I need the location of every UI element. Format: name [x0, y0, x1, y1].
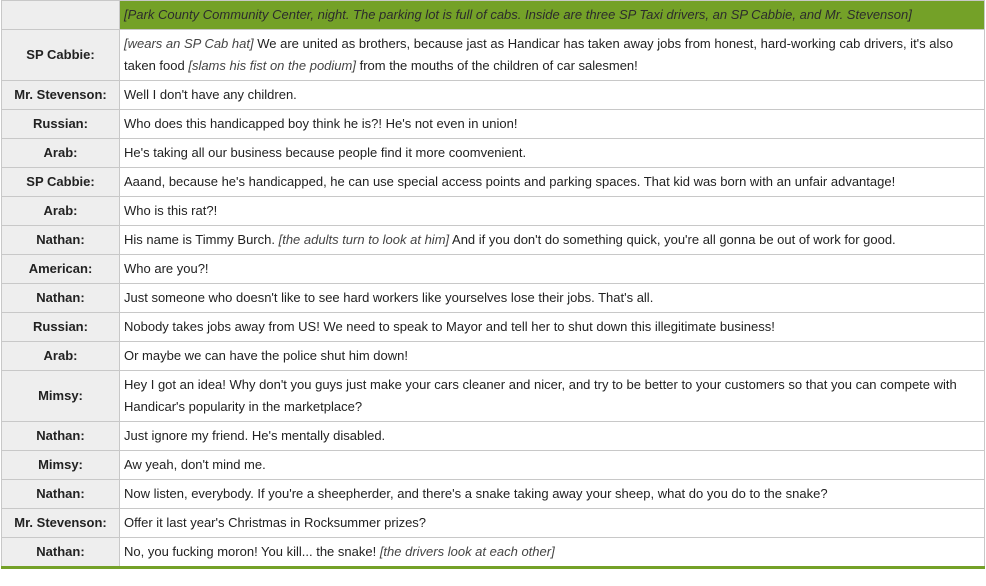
dialogue-text: Who does this handicapped boy think he is?! He's not even in union! — [124, 116, 518, 131]
dialogue-row — [2, 30, 985, 81]
dialogue-text: from the mouths of the children of car salesmen! — [355, 58, 638, 73]
dialogue-row — [2, 422, 985, 451]
dialogue-line — [120, 371, 985, 422]
speaker-name: Nathan: — [2, 226, 120, 255]
dialogue-row — [2, 110, 985, 139]
dialogue-line — [120, 168, 985, 197]
speaker-name: Arab: — [2, 197, 120, 226]
dialogue-text: Hey I got an idea! Why don't you guys just make your cars cleaner and nicer, and try to be better to your customers so that you can compete with Handicar's popularity in the marketplace? — [124, 377, 957, 414]
speaker-name: Russian: — [2, 110, 120, 139]
dialogue-line — [120, 509, 985, 538]
dialogue-row — [2, 197, 985, 226]
dialogue-row — [2, 451, 985, 480]
dialogue-text: He's taking all our business because people find it more coomvenient. — [124, 145, 527, 160]
dialogue-text: Or maybe we can have the police shut him down! — [124, 348, 408, 363]
dialogue-text: Offer it last year's Christmas in Rocksummer prizes? — [124, 515, 427, 530]
speaker-name: Nathan: — [2, 284, 120, 313]
speaker-name: Arab: — [2, 342, 120, 371]
dialogue-text: Who are you?! — [124, 261, 209, 276]
dialogue-line — [120, 30, 985, 81]
dialogue-row — [2, 284, 985, 313]
dialogue-line — [120, 284, 985, 313]
dialogue-line — [120, 480, 985, 509]
transcript-table — [1, 0, 985, 569]
dialogue-text: Well I don't have any children. — [124, 87, 297, 102]
dialogue-line — [120, 313, 985, 342]
dialogue-row — [2, 168, 985, 197]
dialogue-row — [2, 313, 985, 342]
speaker-name: Russian: — [2, 313, 120, 342]
dialogue-line — [120, 451, 985, 480]
speaker-name: American: — [2, 255, 120, 284]
dialogue-text: Now listen, everybody. If you're a sheepherder, and there's a snake taking away your sheep, what do you do to the snake? — [124, 486, 828, 501]
speaker-name: Nathan: — [2, 538, 120, 568]
dialogue-row — [2, 509, 985, 538]
speaker-name: Mimsy: — [2, 451, 120, 480]
speaker-name: SP Cabbie: — [2, 30, 120, 81]
dialogue-line — [120, 422, 985, 451]
speaker-name: Arab: — [2, 139, 120, 168]
dialogue-text: Nobody takes jobs away from US! We need to speak to Mayor and tell her to shut down this illegitimate business! — [124, 319, 775, 334]
dialogue-text: Just ignore my friend. He's mentally disabled. — [124, 428, 386, 443]
speaker-name: SP Cabbie: — [2, 168, 120, 197]
dialogue-text: Who is this rat?! — [124, 203, 218, 218]
dialogue-row — [2, 139, 985, 168]
dialogue-row — [2, 81, 985, 110]
dialogue-line — [120, 110, 985, 139]
speaker-name: Nathan: — [2, 422, 120, 451]
speaker-name: Mimsy: — [2, 371, 120, 422]
dialogue-line — [120, 197, 985, 226]
dialogue-text: No, you fucking moron! You kill... the snake! — [124, 544, 380, 559]
transcript-body — [2, 1, 985, 568]
dialogue-row — [2, 342, 985, 371]
dialogue-row — [2, 255, 985, 284]
dialogue-text: His name is Timmy Burch. — [124, 232, 279, 247]
dialogue-text: Aaand, because he's handicapped, he can use special access points and parking spaces. That kid was born with an unfair advantage! — [124, 174, 896, 189]
dialogue-row — [2, 371, 985, 422]
dialogue-line — [120, 81, 985, 110]
stage-direction: [slams his fist on the podium] — [188, 58, 356, 73]
stage-direction: [wears an SP Cab hat] — [124, 36, 254, 51]
scene-row — [2, 1, 985, 30]
dialogue-row — [2, 480, 985, 509]
stage-direction: [the adults turn to look at him] — [278, 232, 450, 247]
dialogue-row — [2, 538, 985, 568]
speaker-name: Nathan: — [2, 480, 120, 509]
dialogue-line — [120, 139, 985, 168]
dialogue-text: Just someone who doesn't like to see hard workers like yourselves lose their jobs. That's all. — [124, 290, 654, 305]
dialogue-text: We are united as brothers, because jast as Handicar has taken away jobs from honest, hard-working cab drivers, it's also taken food — [124, 36, 954, 73]
scene-description: [Park County Community Center, night. The parking lot is full of cabs. Inside are three SP Taxi drivers, an SP Cabbie, and Mr. Stevenson] — [120, 1, 985, 30]
dialogue-text: And if you don't do something quick, you're all gonna be out of work for good. — [449, 232, 896, 247]
dialogue-line — [120, 538, 985, 568]
speaker-name: Mr. Stevenson: — [2, 509, 120, 538]
dialogue-text: Aw yeah, don't mind me. — [124, 457, 266, 472]
dialogue-line — [120, 226, 985, 255]
scene-speaker-cell — [2, 1, 120, 30]
dialogue-line — [120, 255, 985, 284]
dialogue-row — [2, 226, 985, 255]
dialogue-line — [120, 342, 985, 371]
speaker-name: Mr. Stevenson: — [2, 81, 120, 110]
stage-direction: [the drivers look at each other] — [379, 544, 555, 559]
